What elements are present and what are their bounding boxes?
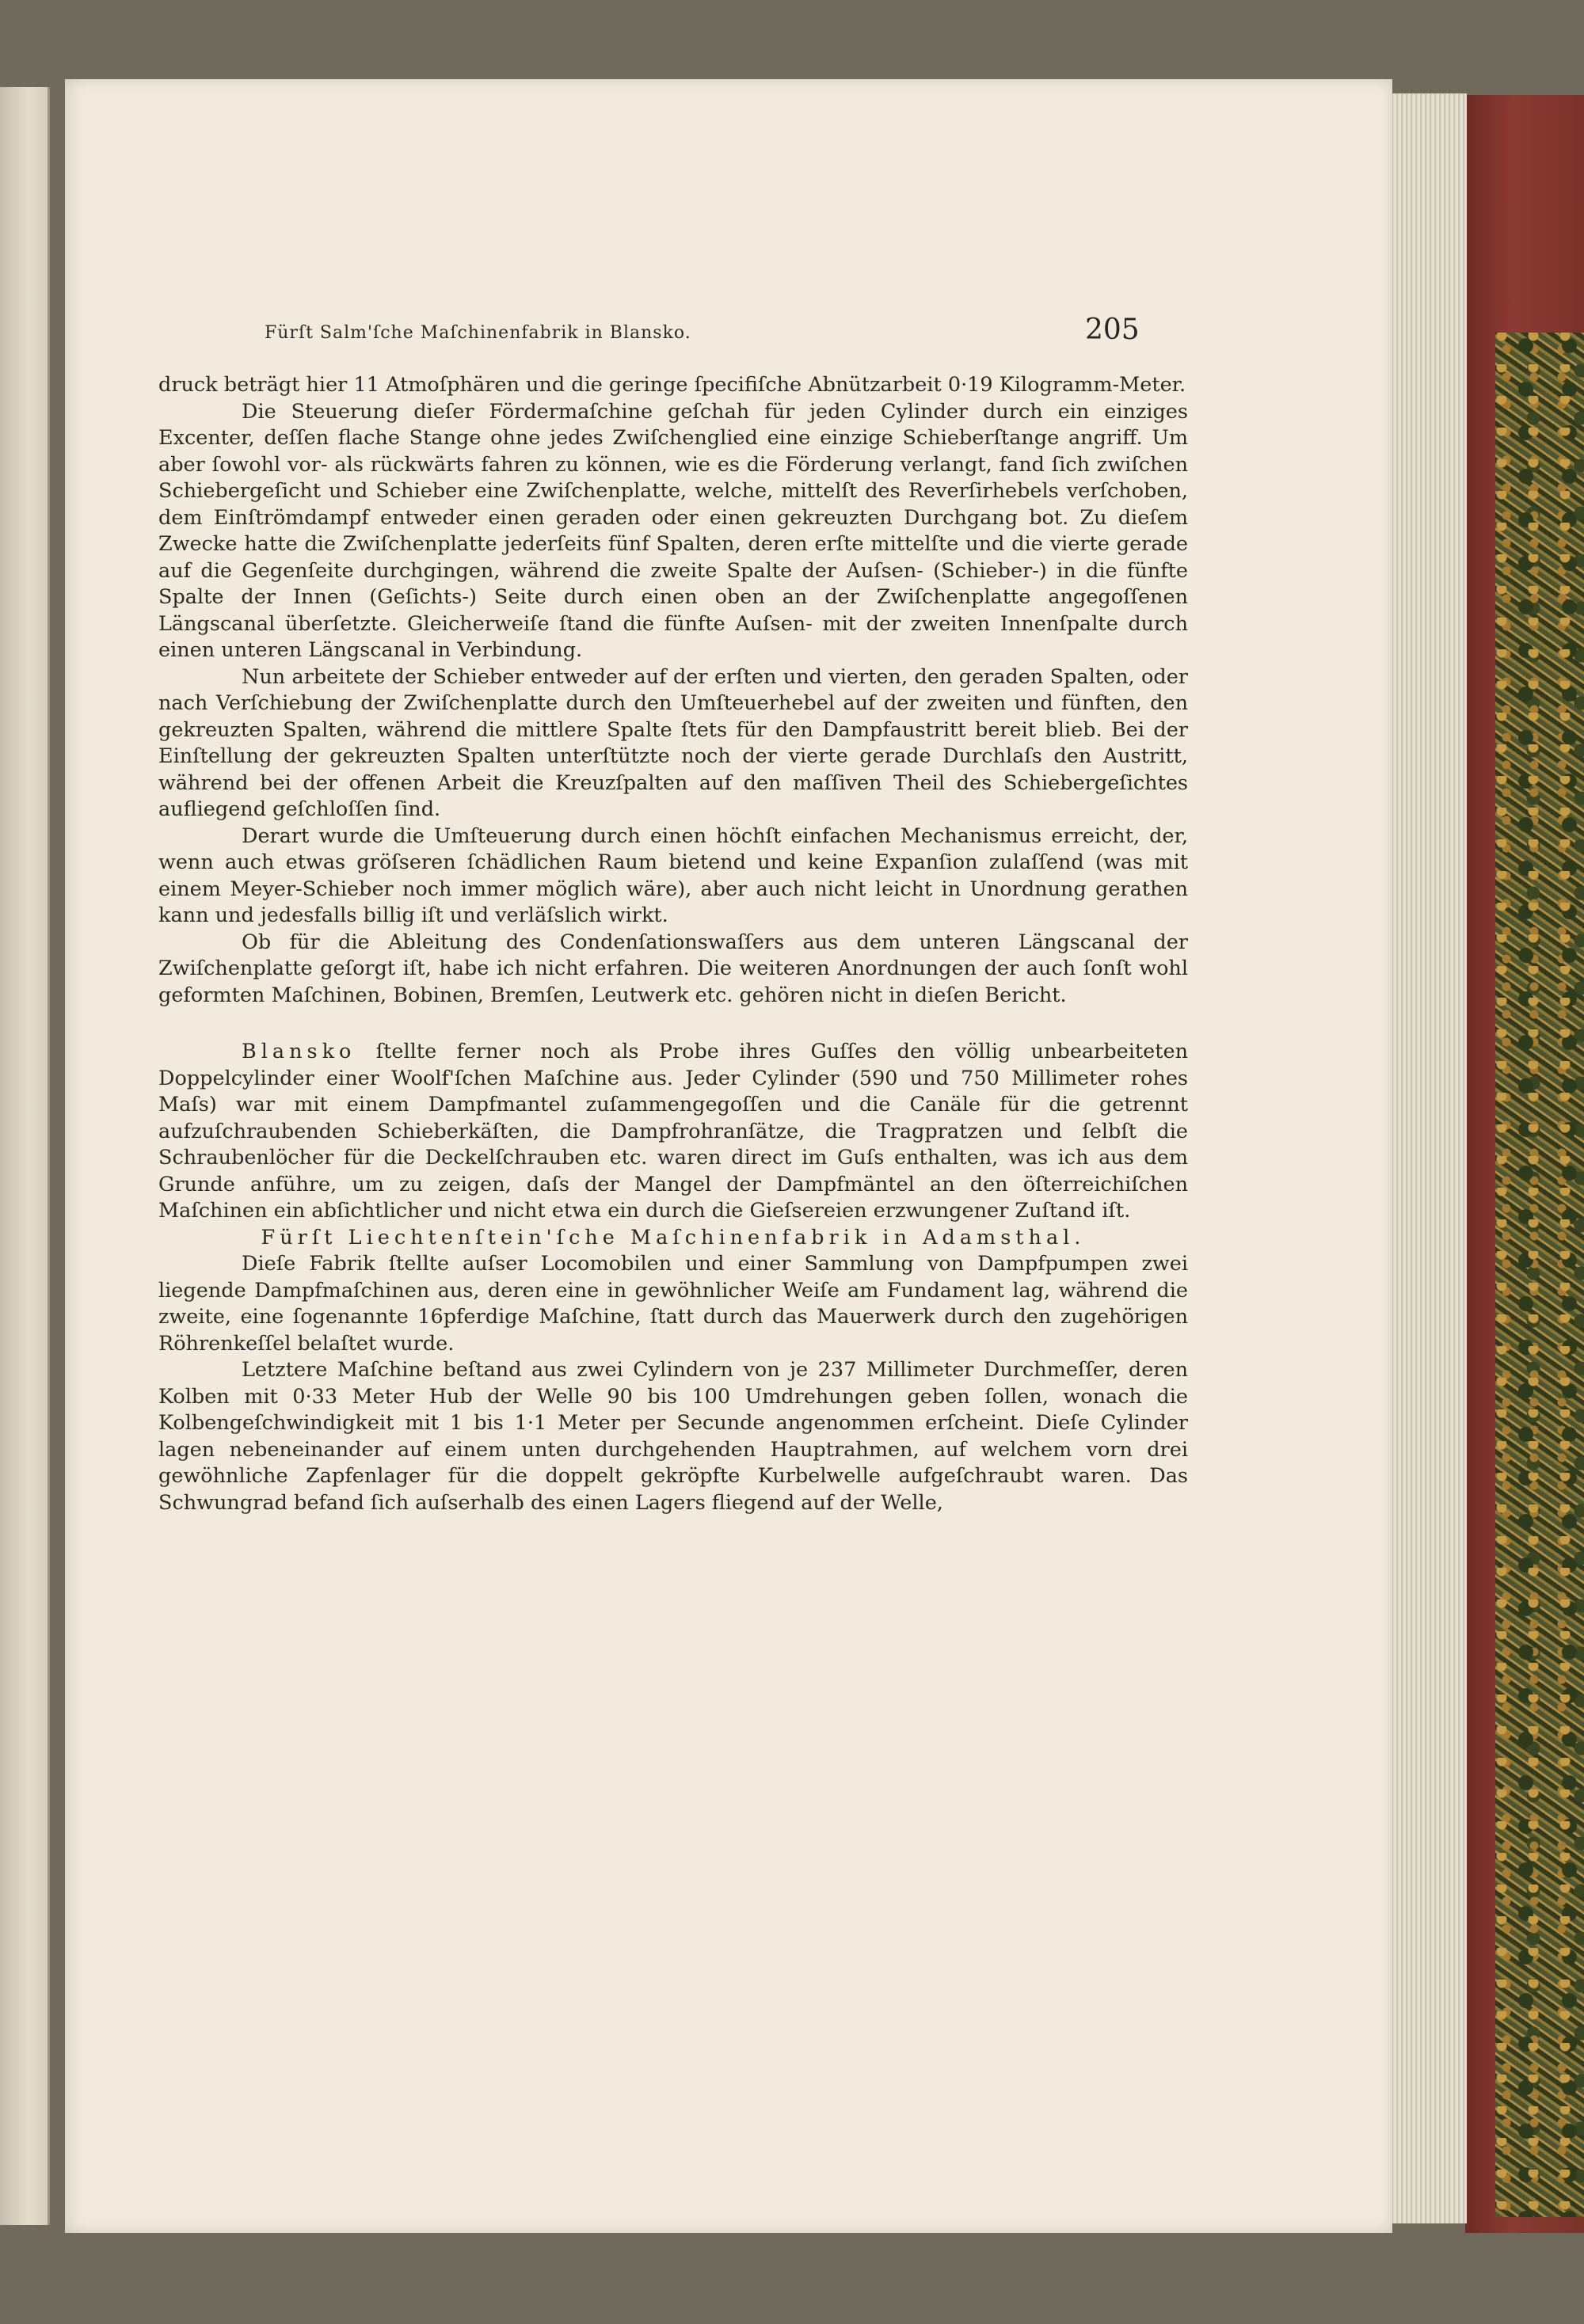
paragraph-text: ſtellte ferner noch als Probe ihres Guſſes den völlig unbearbeiteten Doppelcylinder einer Woolf'ſchen Maſchine aus. Jeder Cylinder (590 und 750 Millimeter rohes Maſs) war mit einem Dampfmantel zuſammengegoſſen und die Canäle für die getrennt aufzuſchraubenden Schieberkäſten, die Dampfrohranſätze, die Tragpratzen und ſelbſt die Schraubenlöcher für die Deckelſchrauben etc. waren direct im Guſs enthalten, was ich aus dem Grunde anführe, um zu zeigen, daſs der Mangel der Dampfmäntel an den öſterreichiſchen Maſchinen ein abſichtlicher und nicht etwa ein durch die Gieſsereien erzwungener Zuſtand iſt. xyxy=(158,1040,1188,1223)
previous-page-edge xyxy=(0,87,50,2225)
paragraph: Nun arbeitete der Schieber entweder auf der erſten und vierten, den geraden Spalten, oder nach Verſchiebung der Zwiſchenplatte durch den Umſteuerhebel auf der zweiten und fünften, den gekreuzten Spalten, während die mittlere Spalte ſtets für den Dampfaustritt bereit blieb. Bei der Einſtellung der gekreuzten Spalten unterſtützte noch der vierte gerade Durchlaſs den Austritt, während bei der offenen Arbeit die Kreuzſpalten auf den maſſiven Theil des Schiebergeſichtes aufliegend geſchloſſen ſind. xyxy=(158,664,1188,821)
page-number: 205 xyxy=(1085,314,1140,346)
spaced-name: Blansko xyxy=(242,1040,356,1063)
paragraph: druck beträgt hier 11 Atmoſphären und die geringe ſpecifiſche Abnützarbeit 0·19 Kilogramm-Meter. xyxy=(158,373,1186,397)
paragraph: Die Steuerung dieſer Fördermaſchine geſchah für jeden Cylinder durch ein einziges Excenter, deſſen flache Stange ohne jedes Zwiſchenglied eine einzige Schieberſtange angriff. Um aber ſowohl vor- als rückwärts fahren zu können, wie es die Förderung verlangt, fand ſich zwiſchen Schiebergeſicht und Schieber eine Zwiſchenplatte, welche, mittelſt des Reverſirhebels verſchoben, dem Einſtrömdampf entweder einen geraden oder einen gekreuzten Durchgang bot. Zu dieſem Zwecke hatte die Zwiſchenplatte jederſeits fünf Spalten, deren erſte mittelſte und die vierte gerade auf die Gegenſeite durchgingen, während die zweite Spalte der Auſsen- (Schieber-) in die fünfte Spalte der Innen (Geſichts-) Seite durch einen oben an der Zwiſchenplatte angegoſſenen Längscanal überſetzte. Gleicherweiſe ſtand die fünfte Auſsen- mit der zweiten Innenſpalte durch einen unteren Längscanal in Verbindung. xyxy=(158,399,1188,662)
paragraph: Dieſe Fabrik ſtellte auſser Locomobilen und einer Sammlung von Dampfpumpen zwei liegende Dampfmaſchinen aus, deren eine in gewöhnlicher Weiſe am Fundament lag, während die zweite, eine ſogenannte 16pferdige Maſchine, ſtatt durch das Mauerwerk durch den zugehörigen Röhrenkeſſel belaſtet wurde. xyxy=(158,1252,1188,1356)
paragraph-blansko xyxy=(158,1039,1188,1225)
book-cover-marbled-board xyxy=(1495,333,1584,2217)
running-head: Fürſt Salm'ſche Maſchinenfabrik in Blansko. xyxy=(265,323,691,343)
page-body xyxy=(158,372,1188,1516)
paragraph: Derart wurde die Umſteuerung durch einen höchſt einfachen Mechanismus erreicht, der, wenn auch etwas gröſseren ſchädlichen Raum bietend und keine Expanſion zulaſſend (was mit einem Meyer-Schieber noch immer möglich wäre), aber auch nicht leicht in Unordnung gerathen kann und jedesfalls billig iſt und verläſslich wirkt. xyxy=(158,823,1188,927)
section-heading: Fürſt Liechtenſtein'ſche Maſchinenfabrik in Adamsthal. xyxy=(261,1225,1086,1249)
paragraph: Letztere Maſchine beſtand aus zwei Cylindern von je 237 Millimeter Durchmeſſer, deren Kolben mit 0·33 Meter Hub der Welle 90 bis 100 Umdrehungen geben ſollen, wonach die Kolbengeſchwindigkeit mit 1 bis 1·1 Meter per Secunde angenommen erſcheint. Dieſe Cylinder lagen nebeneinander auf einem unten durchgehenden Hauptrahmen, auf welchem vorn drei gewöhnliche Zapfenlager für die doppelt gekröpfte Kurbelwelle aufgeſchraubt waren. Das Schwungrad befand ſich auſserhalb des einen Lagers fliegend auf der Welle, xyxy=(158,1358,1188,1515)
paragraph: Ob für die Ableitung des Condenſationswaſſers aus dem unteren Längscanal der Zwiſchenplatte geſorgt iſt, habe ich nicht erfahren. Die weiteren Anordnungen der auch ſonſt wohl geformten Maſchinen, Bobinen, Bremſen, Leutwerk etc. gehören nicht in dieſen Bericht. xyxy=(158,930,1188,1007)
